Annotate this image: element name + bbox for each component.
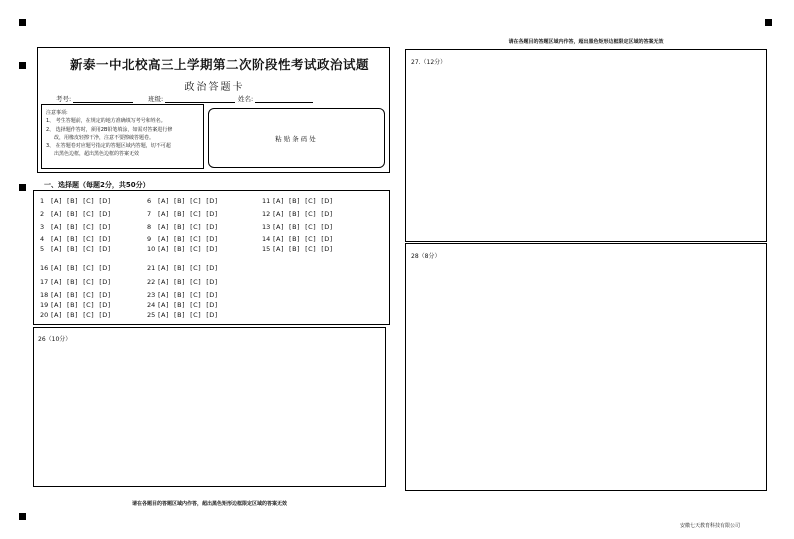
mc-option-bubble[interactable]: [D] — [99, 210, 111, 218]
mc-option-bubble[interactable]: [D] — [99, 278, 111, 286]
mc-option-bubble[interactable]: [D] — [206, 264, 218, 272]
mc-option-bubble[interactable]: [A] — [158, 197, 170, 205]
mc-option-bubble[interactable]: [C] — [190, 301, 202, 309]
mc-question-row — [40, 235, 116, 243]
mc-option-bubble[interactable]: [D] — [206, 197, 218, 205]
mc-question-row — [147, 223, 223, 231]
mc-option-bubble[interactable]: [B] — [174, 245, 186, 253]
mc-option-bubble[interactable]: [D] — [321, 245, 333, 253]
alignment-mark-top-right — [765, 19, 772, 26]
mc-option-bubble[interactable]: [D] — [206, 291, 218, 299]
mc-question-number: 10 — [147, 245, 156, 253]
mc-option-bubble[interactable]: [A] — [51, 301, 63, 309]
mc-option-bubble[interactable]: [B] — [67, 235, 79, 243]
mc-question-number: 18 — [40, 291, 49, 299]
mc-option-bubble[interactable]: [B] — [67, 311, 79, 319]
mc-option-bubble[interactable]: [C] — [83, 264, 95, 272]
exam-number-label: 考号: — [56, 95, 72, 103]
mc-option-bubble[interactable]: [B] — [67, 210, 79, 218]
mc-question-row — [40, 223, 116, 231]
answer-box-q27[interactable] — [405, 49, 767, 242]
mc-option-bubble[interactable]: [B] — [289, 245, 301, 253]
mc-question-row — [147, 197, 223, 205]
mc-question-number: 19 — [40, 301, 49, 309]
mc-option-bubble[interactable]: [C] — [83, 311, 95, 319]
q26-label: 26（10分） — [38, 336, 72, 343]
mc-option-bubble[interactable]: [A] — [51, 223, 63, 231]
mc-option-bubble[interactable]: [D] — [206, 223, 218, 231]
alignment-mark-top-left — [19, 19, 26, 26]
header-box — [37, 47, 390, 173]
mc-question-row — [40, 291, 116, 299]
mc-option-bubble[interactable]: [C] — [305, 235, 317, 243]
mc-question-number: 9 — [147, 235, 152, 243]
mc-option-bubble[interactable]: [A] — [273, 210, 285, 218]
mc-option-bubble[interactable]: [C] — [190, 291, 202, 299]
mc-option-bubble[interactable]: [D] — [99, 301, 111, 309]
mc-option-bubble[interactable]: [D] — [99, 245, 111, 253]
mc-question-row — [147, 311, 223, 319]
notes-item: 1、 考生答题前，在规定的地方准确填写考号和姓名。 — [46, 118, 166, 125]
mc-question-row — [40, 245, 116, 253]
mc-option-bubble[interactable]: [A] — [51, 197, 63, 205]
mc-question-number: 7 — [147, 210, 152, 218]
mc-option-bubble[interactable]: [C] — [305, 197, 317, 205]
company-footer: 安徽七天教育科技有限公司 — [680, 523, 741, 529]
mc-option-bubble[interactable]: [B] — [174, 311, 186, 319]
mc-question-row — [147, 291, 223, 299]
mc-question-number: 22 — [147, 278, 156, 286]
mc-question-row — [40, 311, 116, 319]
mc-question-row — [40, 197, 116, 205]
mc-option-bubble[interactable]: [D] — [321, 223, 333, 231]
mc-option-bubble[interactable]: [D] — [99, 311, 111, 319]
mc-question-row — [40, 210, 116, 218]
mc-option-bubble[interactable]: [B] — [174, 301, 186, 309]
mc-option-bubble[interactable]: [C] — [83, 291, 95, 299]
mc-question-row — [262, 210, 338, 218]
mc-answer-box — [33, 190, 390, 325]
mc-option-bubble[interactable]: [A] — [273, 197, 285, 205]
mc-question-number: 3 — [40, 223, 45, 231]
answer-area-notice-bottom: 请在各题目的答题区域内作答，超出黑色矩形边框限定区域的答案无效 — [131, 501, 287, 507]
mc-option-bubble[interactable]: [B] — [174, 291, 186, 299]
q28-label: 28（8分） — [411, 253, 441, 260]
notes-item: 改，用橡皮轻擦干净，注意不要擦破答题卷。 — [46, 134, 154, 141]
mc-option-bubble[interactable]: [C] — [83, 245, 95, 253]
mc-option-bubble[interactable]: [A] — [51, 235, 63, 243]
mc-question-number: 1 — [40, 197, 45, 205]
mc-option-bubble[interactable]: [B] — [289, 223, 301, 231]
mc-section-title: 一、选择题（每题2分，共50分） — [44, 181, 150, 189]
mc-question-number: 8 — [147, 223, 152, 231]
exam-number-field[interactable] — [56, 94, 133, 103]
mc-option-bubble[interactable]: [A] — [51, 311, 63, 319]
mc-question-number: 21 — [147, 264, 156, 272]
notes-box — [41, 104, 204, 169]
mc-option-bubble[interactable]: [D] — [206, 235, 218, 243]
mc-option-bubble[interactable]: [A] — [158, 235, 170, 243]
barcode-box — [208, 108, 385, 168]
mc-option-bubble[interactable]: [B] — [67, 301, 79, 309]
mc-question-row — [147, 278, 223, 286]
notes-item: 出黑色边框，超出黑色边框的答案无效 — [46, 151, 139, 158]
mc-option-bubble[interactable]: [D] — [99, 197, 111, 205]
mc-option-bubble[interactable]: [B] — [67, 291, 79, 299]
mc-option-bubble[interactable]: [A] — [158, 223, 170, 231]
mc-option-bubble[interactable]: [A] — [158, 301, 170, 309]
mc-option-bubble[interactable]: [B] — [174, 235, 186, 243]
mc-option-bubble[interactable]: [A] — [273, 235, 285, 243]
mc-option-bubble[interactable]: [B] — [289, 197, 301, 205]
mc-question-number: 13 — [262, 223, 271, 231]
mc-option-bubble[interactable]: [A] — [158, 291, 170, 299]
mc-option-bubble[interactable]: [B] — [67, 197, 79, 205]
mc-question-row — [40, 278, 116, 286]
mc-option-bubble[interactable]: [D] — [99, 223, 111, 231]
mc-option-bubble[interactable]: [D] — [206, 311, 218, 319]
mc-option-bubble[interactable]: [D] — [99, 264, 111, 272]
mc-option-bubble[interactable]: [B] — [174, 210, 186, 218]
mc-option-bubble[interactable]: [B] — [174, 197, 186, 205]
mc-question-row — [147, 245, 223, 253]
mc-question-number: 6 — [147, 197, 152, 205]
mc-question-number: 15 — [262, 245, 271, 253]
mc-option-bubble[interactable]: [C] — [83, 235, 95, 243]
barcode-label: 粘贴条码处 — [275, 134, 318, 143]
alignment-mark-left-1 — [19, 62, 26, 69]
mc-question-row — [147, 235, 223, 243]
mc-question-row — [40, 301, 116, 309]
mc-question-number: 4 — [40, 235, 45, 243]
mc-question-number: 5 — [40, 245, 45, 253]
mc-question-row — [40, 264, 116, 272]
class-label: 班级: — [148, 95, 164, 103]
alignment-mark-left-2 — [19, 184, 26, 191]
mc-option-bubble[interactable]: [A] — [51, 278, 63, 286]
notes-item: 3、 在答题卷对应题号指定的答题区域内答题，切不可超 — [46, 143, 171, 150]
class-field[interactable] — [148, 94, 235, 103]
mc-question-number: 24 — [147, 301, 156, 309]
mc-option-bubble[interactable]: [B] — [174, 223, 186, 231]
name-label: 姓名: — [238, 95, 254, 103]
mc-option-bubble[interactable]: [C] — [305, 245, 317, 253]
mc-option-bubble[interactable]: [B] — [174, 278, 186, 286]
mc-option-bubble[interactable]: [C] — [83, 197, 95, 205]
mc-option-bubble[interactable]: [D] — [321, 210, 333, 218]
notes-heading: 注意事项: — [46, 110, 68, 116]
alignment-mark-bottom-left — [19, 513, 26, 520]
card-title: 政治答题卡 — [184, 82, 245, 93]
mc-question-row — [147, 210, 223, 218]
name-field[interactable] — [238, 94, 313, 103]
mc-question-number: 25 — [147, 311, 156, 319]
mc-question-row — [262, 235, 338, 243]
mc-question-number: 2 — [40, 210, 45, 218]
mc-option-bubble[interactable]: [C] — [190, 210, 202, 218]
mc-option-bubble[interactable]: [D] — [206, 301, 218, 309]
mc-option-bubble[interactable]: [C] — [305, 223, 317, 231]
mc-option-bubble[interactable]: [B] — [67, 245, 79, 253]
mc-option-bubble[interactable]: [A] — [158, 245, 170, 253]
mc-question-number: 11 — [262, 197, 271, 205]
mc-option-bubble[interactable]: [C] — [190, 264, 202, 272]
mc-option-bubble[interactable]: [B] — [289, 210, 301, 218]
exam-title: 新泰一中北校高三上学期第二次阶段性考试政治试题 — [69, 57, 369, 72]
mc-option-bubble[interactable]: [B] — [67, 278, 79, 286]
mc-option-bubble[interactable]: [A] — [273, 223, 285, 231]
mc-option-bubble[interactable]: [A] — [158, 278, 170, 286]
mc-option-bubble[interactable]: [A] — [158, 210, 170, 218]
mc-option-bubble[interactable]: [C] — [83, 210, 95, 218]
mc-question-row — [262, 245, 338, 253]
mc-option-bubble[interactable]: [D] — [321, 197, 333, 205]
mc-question-number: 14 — [262, 235, 271, 243]
mc-option-bubble[interactable]: [B] — [67, 223, 79, 231]
mc-option-bubble[interactable]: [C] — [190, 245, 202, 253]
mc-option-bubble[interactable]: [D] — [99, 291, 111, 299]
answer-box-q26[interactable] — [33, 327, 386, 487]
mc-option-bubble[interactable]: [D] — [206, 245, 218, 253]
mc-option-bubble[interactable]: [B] — [67, 264, 79, 272]
mc-option-bubble[interactable]: [D] — [321, 235, 333, 243]
mc-option-bubble[interactable]: [D] — [206, 210, 218, 218]
q27-label: 27.（12分） — [411, 59, 447, 66]
mc-option-bubble[interactable]: [B] — [289, 235, 301, 243]
mc-question-number: 20 — [40, 311, 49, 319]
mc-option-bubble[interactable]: [C] — [190, 235, 202, 243]
mc-option-bubble[interactable]: [D] — [99, 235, 111, 243]
answer-box-q28[interactable] — [405, 243, 767, 491]
mc-option-bubble[interactable]: [C] — [83, 223, 95, 231]
mc-question-row — [147, 264, 223, 272]
notes-item: 2、 选择题作答时，须用2B铅笔填涂，如需对答案进行修 — [46, 126, 173, 133]
mc-option-bubble[interactable]: [C] — [83, 278, 95, 286]
mc-question-row — [262, 223, 338, 231]
mc-question-number: 16 — [40, 264, 49, 272]
mc-option-bubble[interactable]: [C] — [83, 301, 95, 309]
mc-option-bubble[interactable]: [A] — [273, 245, 285, 253]
mc-option-bubble[interactable]: [D] — [206, 278, 218, 286]
mc-option-bubble[interactable]: [B] — [174, 264, 186, 272]
mc-option-bubble[interactable]: [C] — [190, 197, 202, 205]
mc-option-bubble[interactable]: [A] — [158, 311, 170, 319]
mc-option-bubble[interactable]: [C] — [190, 278, 202, 286]
mc-option-bubble[interactable]: [A] — [51, 245, 63, 253]
mc-option-bubble[interactable]: [A] — [51, 291, 63, 299]
mc-option-bubble[interactable]: [A] — [158, 264, 170, 272]
mc-option-bubble[interactable]: [C] — [190, 223, 202, 231]
mc-question-number: 17 — [40, 278, 49, 286]
mc-option-bubble[interactable]: [A] — [51, 210, 63, 218]
mc-option-bubble[interactable]: [A] — [51, 264, 63, 272]
mc-option-bubble[interactable]: [C] — [190, 311, 202, 319]
mc-question-number: 12 — [262, 210, 271, 218]
mc-question-number: 23 — [147, 291, 156, 299]
mc-question-row — [262, 197, 338, 205]
mc-question-row — [147, 301, 223, 309]
answer-area-notice-top: 请在各题目的答题区域内作答，超出黑色矩形边框限定区域的答案无效 — [508, 39, 664, 45]
mc-option-bubble[interactable]: [C] — [305, 210, 317, 218]
